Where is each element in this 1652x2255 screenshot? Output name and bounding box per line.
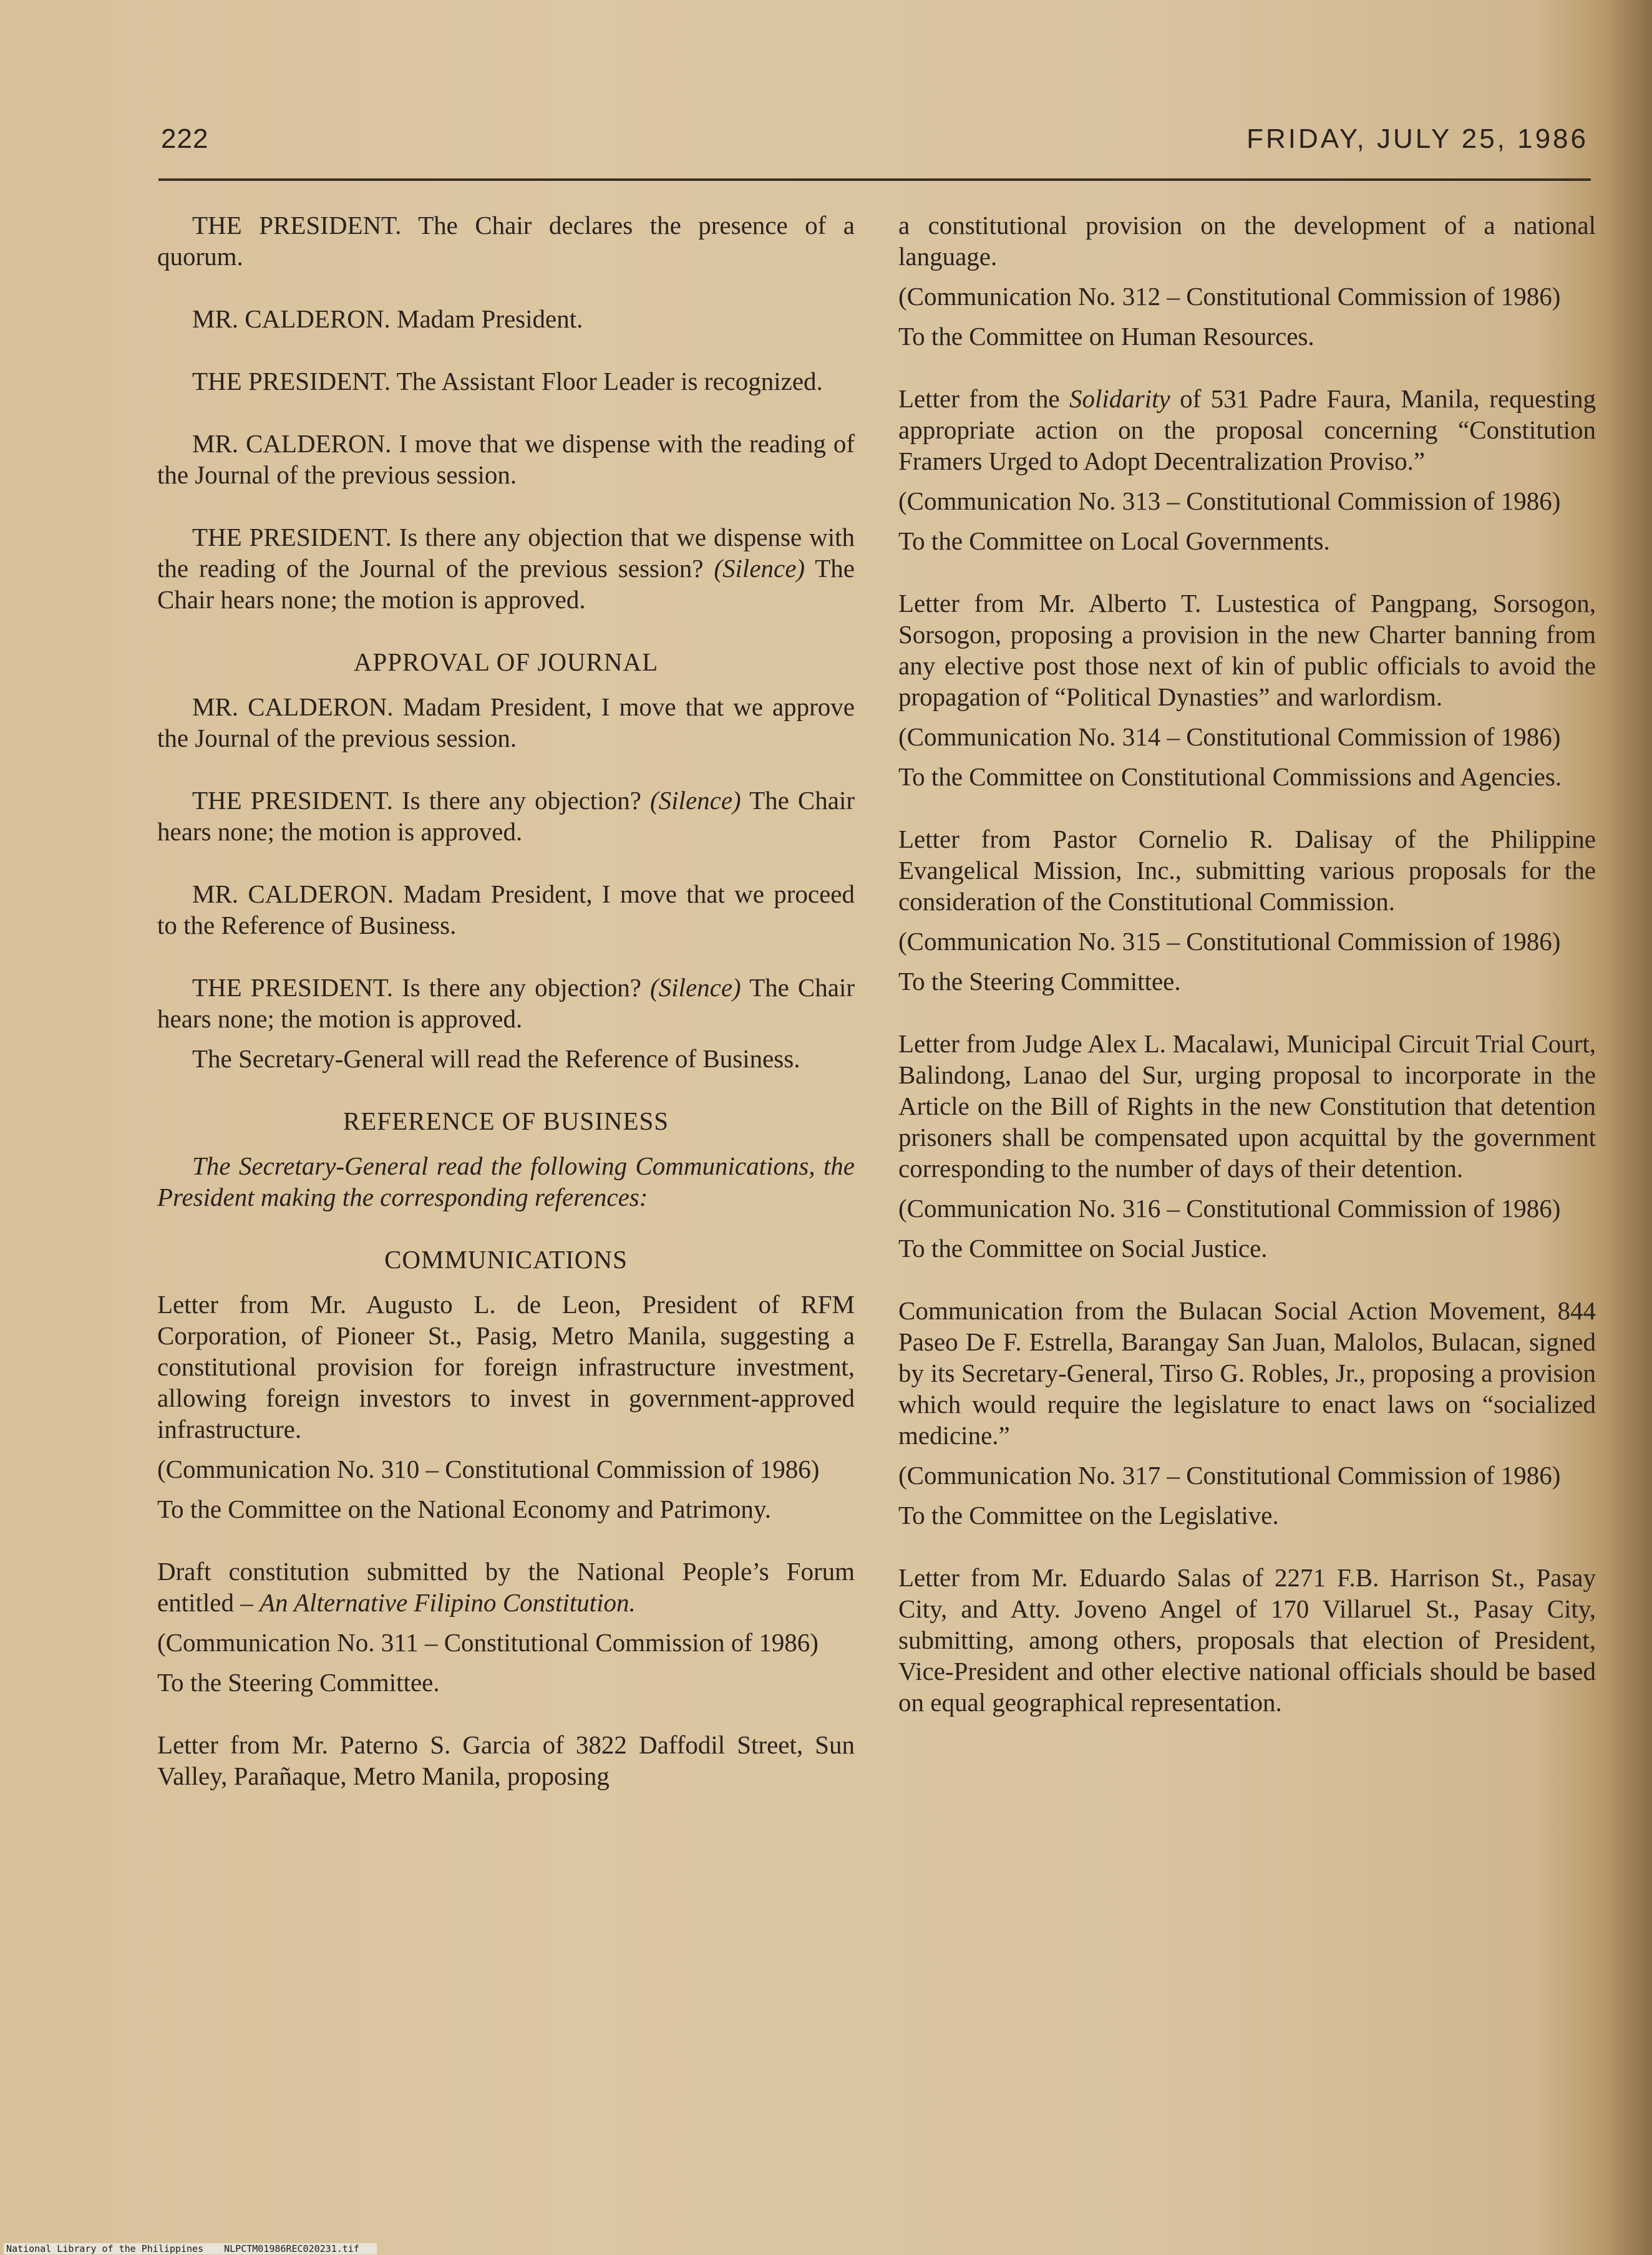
paragraph-text: THE PRESIDENT. Is there any objection that we dispense with the reading of the Journal of the previous session? [157, 523, 855, 583]
right-column [898, 210, 1596, 2081]
communication-referral: To the Steering Committee. [157, 1668, 440, 1697]
paragraph: The Secretary-General read the following Communications, the President making the corresponding references: [157, 1152, 855, 1211]
communication-text: Letter from Mr. Alberto T. Lustestica of Pangpang, Sorsogon, Sorsogon, proposing a provision in the new Charter banning from any elective post those next of kin of public officials to avoid the propagation of “Political Dynasties” and warlordism. [898, 589, 1596, 711]
communication-referral: To the Steering Committee. [898, 967, 1181, 996]
section-heading-approval: APPROVAL OF JOURNAL [353, 647, 659, 676]
paragraph-text: THE PRESIDENT. Is there any objection? [192, 786, 641, 815]
scan-footer [4, 2243, 377, 2254]
publication-name: Solidarity [1069, 384, 1170, 413]
left-column [157, 210, 855, 2081]
communication-text: Letter from Judge Alex L. Macalawi, Municipal Circuit Trial Court, Balindong, Lanao del Sur, urging proposal to incorporate in the Article on the Bill of Rights in the new Constitution that detention prisoners shall be compensated upon acquittal by the government corresponding to the number of days of their detention. [898, 1029, 1596, 1183]
paragraph-text: The Chair hears none; the motion is approved. [157, 973, 855, 1033]
paragraph: THE PRESIDENT. The Assistant Floor Leader is recognized. [192, 367, 823, 395]
communication-text: Communication from the Bulacan Social Action Movement, 844 Paseo De F. Estrella, Barangay San Juan, Malolos, Bulacan, signed by its Secretary-General, Tirso G. Robles, Jr., proposing a provision which would require the legislature to enact laws on “socialized medicine.” [898, 1296, 1596, 1450]
paragraph-text: of 531 Padre Faura, Manila, requesting appropriate action on the proposal concerning “Constitution Framers Urged to Adopt Decentralization Proviso.” [898, 384, 1596, 475]
paragraph: The Secretary-General will read the Reference of Business. [192, 1044, 800, 1073]
communication-referral: To the Committee on Constitutional Commissions and Agencies. [898, 762, 1562, 791]
paragraph: MR. CALDERON. Madam President. [192, 304, 583, 333]
communication-referral: To the Committee on Local Governments. [898, 526, 1330, 555]
communication-referral: To the Committee on the National Economy and Patrimony. [157, 1495, 771, 1523]
communication-number: (Communication No. 310 – Constitutional Commission of 1986) [157, 1455, 820, 1483]
communication-referral: To the Committee on Social Justice. [898, 1234, 1268, 1263]
paragraph: THE PRESIDENT. The Chair declares the presence of a quorum. [157, 211, 855, 271]
paragraph-text: The Chair hears none; the motion is approved. [157, 554, 855, 614]
communication-number: (Communication No. 317 – Constitutional Commission of 1986) [898, 1461, 1561, 1490]
communication-text: Letter from Pastor Cornelio R. Dalisay of the Philippine Evangelical Mission, Inc., submitting various proposals for the consideration of the Constitutional Commission. [898, 825, 1596, 916]
communication-number: (Communication No. 312 – Constitutional Commission of 1986) [898, 282, 1561, 311]
document-title: An Alternative Filipino Constitution. [259, 1588, 636, 1617]
stage-direction: (Silence) [650, 973, 741, 1002]
paragraph-text: Draft constitution submitted by the National People’s Forum entitled – [157, 1557, 855, 1617]
communication-text [898, 383, 1596, 477]
communication-number: (Communication No. 316 – Constitutional Commission of 1986) [898, 1194, 1561, 1223]
paragraph: MR. CALDERON. I move that we dispense with the reading of the Journal of the previous session. [157, 429, 855, 489]
communication-text: Letter from Mr. Eduardo Salas of 2271 F.B. Harrison St., Pasay City, and Atty. Joveno Angel of 170 Villaruel St., Pasay City, submitting, among others, proposals that election of President, Vice-President and other elective national officials should be based on equal geographical representation. [898, 1563, 1596, 1717]
paragraph-text: Letter from the [898, 384, 1060, 413]
communication-number: (Communication No. 311 – Constitutional Commission of 1986) [157, 1628, 819, 1657]
communication-number: (Communication No. 313 – Constitutional Commission of 1986) [898, 487, 1561, 515]
communication-text: Letter from Mr. Augusto L. de Leon, President of RFM Corporation, of Pioneer St., Pasig, Metro Manila, suggesting a constitutional provision for foreign infrastructure investment, allowing foreign investors to invest in government-approved infrastructure. [157, 1290, 855, 1443]
stage-direction: (Silence) [714, 554, 805, 583]
paragraph-text: THE PRESIDENT. Is there any objection? [192, 973, 641, 1002]
communication-text [157, 1556, 855, 1618]
communication-number: (Communication No. 314 – Constitutional Commission of 1986) [898, 722, 1561, 751]
communication-text: Letter from Mr. Paterno S. Garcia of 3822 Daffodil Street, Sun Valley, Parañaque, Metro Manila, proposing [157, 1730, 855, 1790]
paragraph [157, 521, 855, 615]
communication-referral: To the Committee on Human Resources. [898, 322, 1314, 351]
page-number: 222 [161, 124, 209, 154]
stage-direction: (Silence) [650, 786, 741, 815]
library-credit: National Library of the Philippines [6, 2243, 204, 2254]
paragraph [157, 972, 855, 1034]
file-name: NLPCTM01986REC020231.tif [224, 2243, 359, 2254]
communication-text: a constitutional provision on the development of a national language. [898, 211, 1596, 271]
communication-referral: To the Committee on the Legislative. [898, 1501, 1279, 1530]
section-heading-reference: REFERENCE OF BUSINESS [343, 1107, 669, 1135]
paragraph-text: The Chair hears none; the motion is approved. [157, 786, 855, 846]
paragraph: MR. CALDERON. Madam President, I move that we approve the Journal of the previous session. [157, 692, 855, 752]
paragraph: MR. CALDERON. Madam President, I move that we proceed to the Reference of Business. [157, 880, 855, 939]
header-date: FRIDAY, JULY 25, 1986 [1246, 124, 1588, 154]
communication-number: (Communication No. 315 – Constitutional Commission of 1986) [898, 927, 1561, 956]
section-heading-communications: COMMUNICATIONS [384, 1245, 628, 1274]
page-header [158, 119, 1591, 181]
paragraph [157, 785, 855, 847]
